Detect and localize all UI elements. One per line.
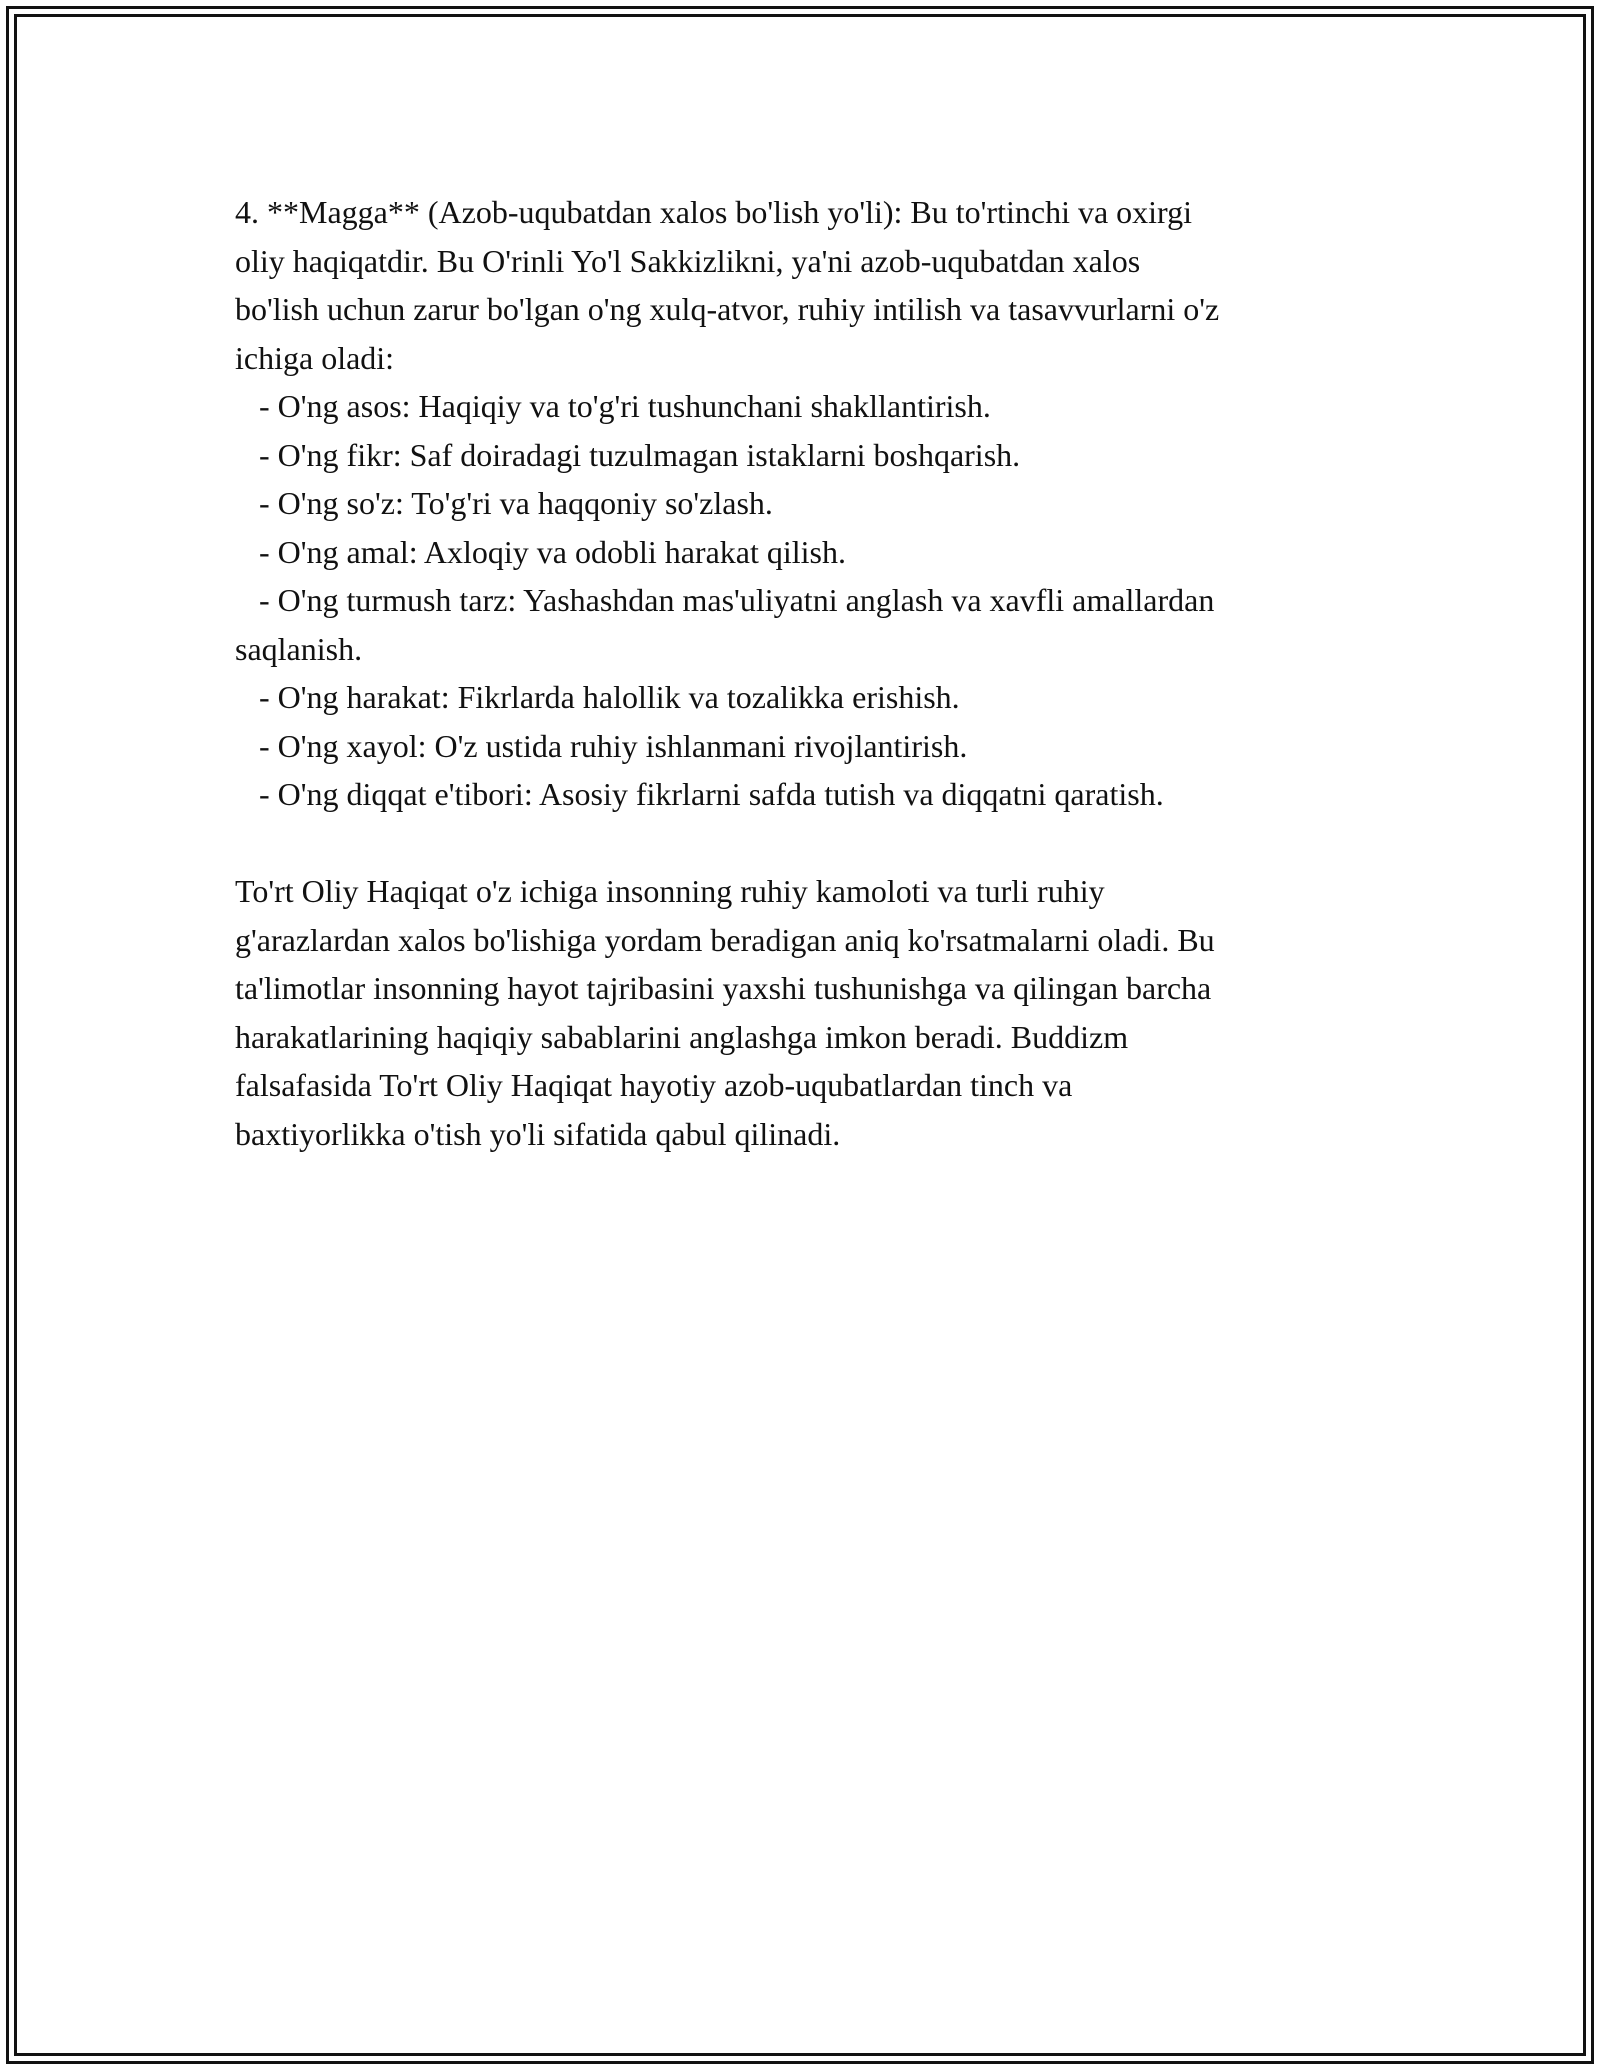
- text-line: ichiga oladi:: [235, 339, 395, 376]
- list-item: - O'ng diqqat e'tibori: Asosiy fikrlarni safda tutish va diqqatni qaratish.: [235, 776, 1164, 812]
- magga-section: [235, 188, 1375, 819]
- list-item-continuation: saqlanish.: [235, 630, 363, 667]
- text-line: falsafasida To'rt Oliy Haqiqat hayotiy azob-uqubatlardan tinch va: [235, 1067, 1073, 1103]
- text-line: ta'limotlar insonning hayot tajribasini yaxshi tushunishga va qilingan barcha: [235, 970, 1212, 1006]
- list-item: - O'ng turmush tarz: Yashashdan mas'uliyatni anglash va xavfli amallardan: [235, 582, 1215, 618]
- text-line: baxtiyorlikka o'tish yo'li sifatida qabul qilinadi.: [235, 1115, 841, 1152]
- list-item: - O'ng xayol: O'z ustida ruhiy ishlanmani rivojlantirish.: [235, 727, 968, 764]
- conclusion-paragraph: [235, 867, 1375, 1158]
- text-line: bo'lish uchun zarur bo'lgan o'ng xulq-atvor, ruhiy intilish va tasavvurlarni o'z: [235, 291, 1220, 327]
- text-line: To'rt Oliy Haqiqat o'z ichiga insonning ruhiy kamoloti va turli ruhiy: [235, 873, 1105, 909]
- list-item: - O'ng fikr: Saf doiradagi tuzulmagan istaklarni boshqarish.: [235, 436, 1021, 473]
- list-item: - O'ng asos: Haqiqiy va to'g'ri tushunchani shakllantirish.: [235, 388, 991, 424]
- text-line: harakatlarining haqiqiy sabablarini anglashga imkon beradi. Buddizm: [235, 1018, 1129, 1055]
- paragraph-spacer: [235, 819, 1375, 868]
- text-line: 4. **Magga** (Azob-uqubatdan xalos bo'lish yo'li): Bu to'rtinchi va oxirgi: [235, 194, 1193, 230]
- list-item: - O'ng so'z: To'g'ri va haqqoniy so'zlash.: [235, 485, 773, 521]
- list-item: - O'ng harakat: Fikrlarda halollik va tozalikka erishish.: [235, 679, 960, 715]
- text-line: oliy haqiqatdir. Bu O'rinli Yo'l Sakkizlikni, ya'ni azob-uqubatdan xalos: [235, 242, 1141, 279]
- list-item: - O'ng amal: Axloqiy va odobli harakat qilish.: [235, 533, 846, 570]
- text-line: g'arazlardan xalos bo'lishiga yordam beradigan aniq ko'rsatmalarni oladi. Bu: [235, 921, 1215, 958]
- document-body: [235, 188, 1375, 1158]
